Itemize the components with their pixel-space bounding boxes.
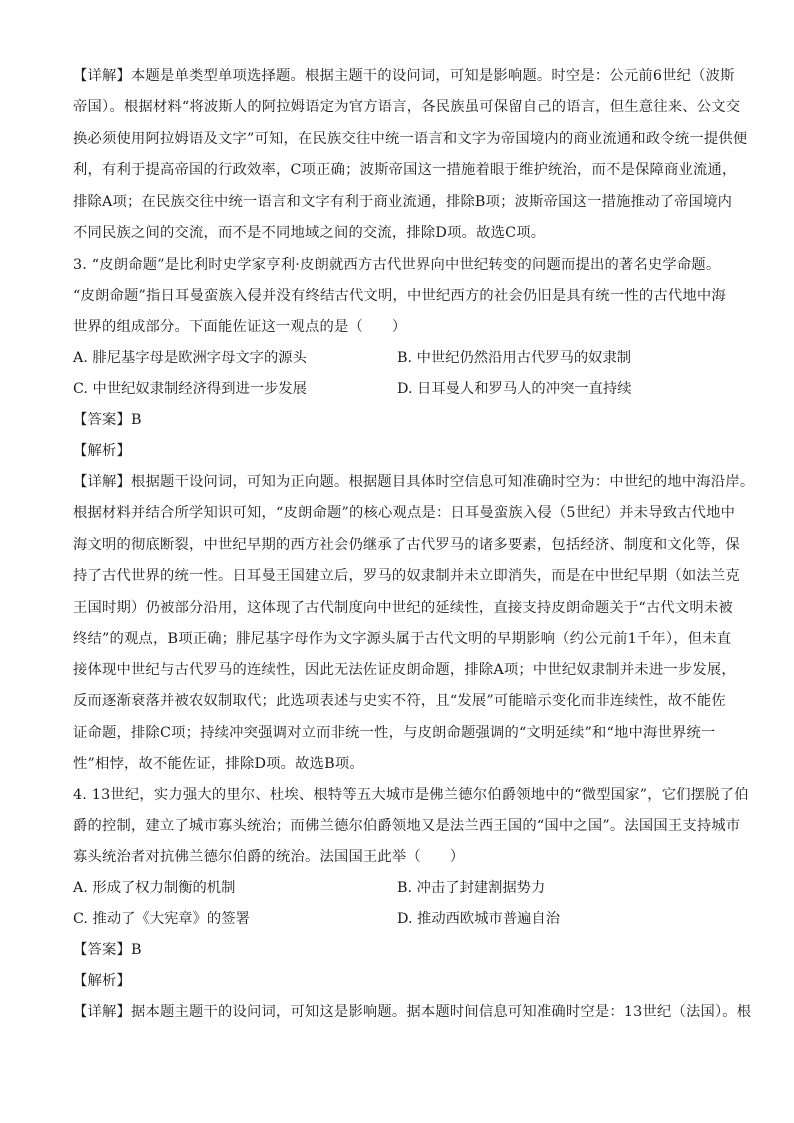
q3-detail-line: 性”相悖，故不能佐证，排除D项。故选B项。 — [73, 756, 364, 772]
q3-detail-line: 证命题，排除C项；持续冲突强调对立而非统一性，与皮朗命题强调的“文明延续”和“地中海世界统一 — [73, 725, 716, 741]
q3-stem-line: 世界的组成部分。下面能佐证这一观点的是（ ） — [73, 319, 407, 335]
q3-stem-line: 3. “皮朗命题”是比利时史学家亨利·皮朗就西方古代世界向中世纪转变的问题而提出的著名史学命题。 — [73, 257, 721, 273]
q4-option-b: B. 冲击了封建割据势力 — [397, 880, 546, 896]
q2-detail-line: 【详解】本题是单类型单项选择题。根据主题干的设问词，可知是影响题。时空是：公元前6世纪（波斯 — [73, 68, 735, 84]
q4-detail-line: 【详解】据本题主题干的设问词，可知这是影响题。据本题时间信息可知准确时空是：13世纪（法国）。根 — [73, 1004, 752, 1020]
q3-option-a: A. 腓尼基字母是欧洲字母文字的源头 — [73, 350, 307, 366]
q3-option-c: C. 中世纪奴隶制经济得到进一步发展 — [73, 381, 307, 397]
q2-detail-line: 不同民族之间的交流，而不是不同地域之间的交流，排除D项。故选C项。 — [73, 225, 546, 241]
q4-answer: 【答案】B — [73, 942, 142, 958]
q3-detail-line: 反而逐渐衰落并被农奴制取代；此选项表述与史实不符，且“发展”可能暗示变化而非连续性，故不能佐 — [73, 693, 726, 709]
q2-detail-line: 利，有利于提高帝国的行政效率，C项正确；波斯帝国这一措施着眼于维护统治，而不是保障商业流通， — [73, 162, 737, 178]
q3-detail-line: 接体现中世纪与古代罗马的连续性，因此无法佐证皮朗命题，排除A项；中世纪奴隶制并未进一步发展， — [73, 662, 736, 678]
q4-stem-line: 寡头统治者对抗佛兰德尔伯爵的统治。法国国王此举（ ） — [73, 849, 465, 865]
q4-option-c: C. 推动了《大宪章》的签署 — [73, 911, 250, 927]
q3-option-b: B. 中世纪仍然沿用古代罗马的奴隶制 — [397, 350, 632, 366]
q3-detail-line: 持了古代世界的统一性。日耳曼王国建立后，罗马的奴隶制并未立即消失，而是在中世纪早期（如法兰克 — [73, 568, 740, 584]
q4-stem-line: 爵的控制，建立了城市寡头统治；而佛兰德尔伯爵领地又是法兰西王国的“国中之国”。法国国王支持城市 — [73, 818, 741, 834]
q3-option-d: D. 日耳曼人和罗马人的冲突一直持续 — [397, 381, 632, 397]
q3-detail-line: 王国时期）仍被部分沿用，这体现了古代制度向中世纪的延续性，直接支持皮朗命题关于“古代文明未被 — [73, 600, 733, 616]
q3-detail-line: 海文明的彻底断裂，中世纪早期的西方社会仍继承了古代罗马的诸多要素，包括经济、制度和文化等，保 — [73, 537, 740, 553]
q3-stem-line: “皮朗命题”指日耳曼蛮族入侵并没有终结古代文明，中世纪西方的社会仍旧是具有统一性的古代地中海 — [73, 288, 726, 304]
q3-answer: 【答案】B — [73, 412, 142, 428]
q3-detail-line: 终结”的观点，B项正确；腓尼基字母作为文字源头属于古代文明的早期影响（约公元前1千年），但未直 — [73, 631, 732, 647]
q2-detail-line: 排除A项；在民族交往中统一语言和文字有利于商业流通，排除B项；波斯帝国这一措施推动了帝国境内 — [73, 194, 733, 210]
q3-detail-line: 根据材料并结合所学知识可知，“皮朗命题”的核心观点是：日耳曼蛮族入侵（5世纪）并未导致古代地中 — [73, 505, 736, 521]
q2-detail-line: 帝国）。根据材料“将波斯人的阿拉姆语定为官方语言，各民族虽可保留自己的语言，但生意往来、公文交 — [73, 99, 741, 115]
q3-analysis-label: 【解析】 — [73, 443, 131, 459]
q4-option-d: D. 推动西欧城市普遍自治 — [397, 911, 561, 927]
q4-analysis-label: 【解析】 — [73, 973, 131, 989]
q3-detail-line: 【详解】根据题干设问词，可知为正向题。根据题目具体时空信息可知准确时空为：中世纪的地中海沿岸。 — [73, 474, 755, 490]
q2-detail-line: 换必须使用阿拉姆语及文字”可知，在民族交往中统一语言和文字为帝国境内的商业流通和政令统一提供便 — [73, 131, 748, 147]
q4-option-a: A. 形成了权力制衡的机制 — [73, 880, 236, 896]
q4-stem-line: 4. 13世纪，实力强大的里尔、杜埃、根特等五大城市是佛兰德尔伯爵领地中的“微型国家”，它们摆脱了伯 — [73, 787, 749, 803]
